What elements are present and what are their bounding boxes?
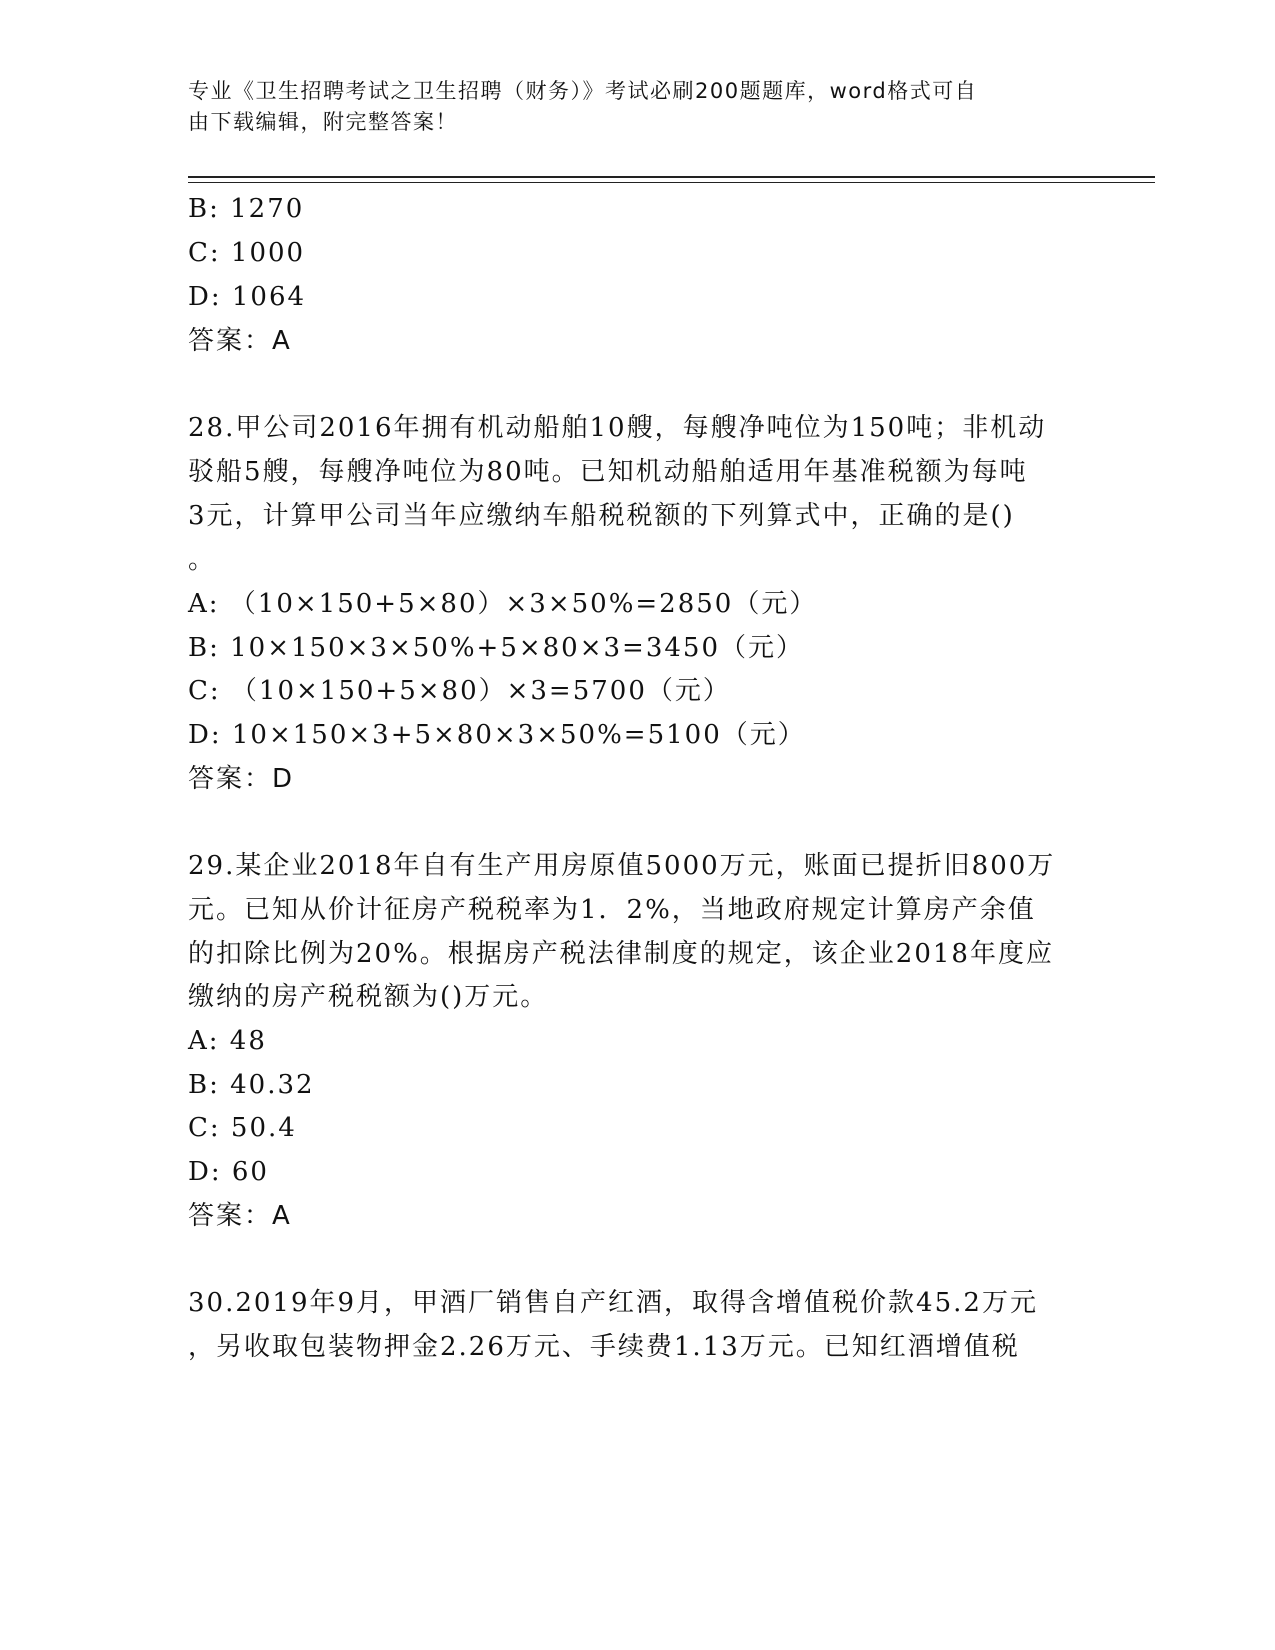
q28-text-line-3: 3元，计算甲公司当年应缴纳车船税税额的下列算式中，正确的是() <box>188 501 1015 531</box>
q28-text-line-4: 。 <box>188 545 217 575</box>
q30-text-line-1: 30.2019年9月，甲酒厂销售自产红酒，取得含增值税价款45.2万元 <box>188 1288 1038 1318</box>
q28-option-a: A: （10×150+5×80）×3×50%=2850（元） <box>188 589 818 619</box>
q28-option-b: B: 10×150×3×50%+5×80×3=3450（元） <box>188 633 805 663</box>
q28-answer: 答案：D <box>188 764 295 794</box>
q28-option-c: C: （10×150+5×80）×3=5700（元） <box>188 676 731 706</box>
q28-text-line-1: 28.甲公司2016年拥有机动船舶10艘，每艘净吨位为150吨；非机动 <box>188 413 1047 443</box>
q29-answer: 答案：A <box>188 1201 292 1231</box>
q28-option-d: D: 10×150×3+5×80×3×50%=5100（元） <box>188 720 806 750</box>
prev-option-c: C: 1000 <box>188 238 306 268</box>
q29-option-a: A: 48 <box>188 1026 267 1056</box>
q29-option-b: B: 40.32 <box>188 1070 315 1100</box>
page-header <box>188 76 1078 138</box>
header-rule-thin <box>188 182 1155 183</box>
prev-option-b: B: 1270 <box>188 194 305 224</box>
header-line-1: 专业《卫生招聘考试之卫生招聘（财务）》考试必刷200题题库，word格式可自 <box>188 79 978 103</box>
prev-answer: 答案：A <box>188 326 292 356</box>
header-rule-thick <box>188 176 1155 178</box>
prev-option-d: D: 1064 <box>188 282 307 312</box>
q28-text-line-2: 驳船5艘，每艘净吨位为80吨。已知机动船舶适用年基准税额为每吨 <box>188 457 1028 487</box>
q29-text-line-2: 元。已知从价计征房产税税率为1．2%，当地政府规定计算房产余值 <box>188 895 1036 925</box>
q29-text-line-3: 的扣除比例为20%。根据房产税法律制度的规定，该企业2018年度应 <box>188 939 1054 969</box>
q29-option-d: D: 60 <box>188 1157 269 1187</box>
q30-text-line-2: ，另收取包装物押金2.26万元、手续费1.13万元。已知红酒增值税 <box>188 1332 1020 1362</box>
header-line-2: 由下载编辑，附完整答案！ <box>188 110 458 134</box>
q29-text-line-4: 缴纳的房产税税额为()万元。 <box>188 982 549 1012</box>
q29-text-line-1: 29.某企业2018年自有生产用房原值5000万元，账面已提折旧800万 <box>188 851 1056 881</box>
q29-option-c: C: 50.4 <box>188 1113 297 1143</box>
